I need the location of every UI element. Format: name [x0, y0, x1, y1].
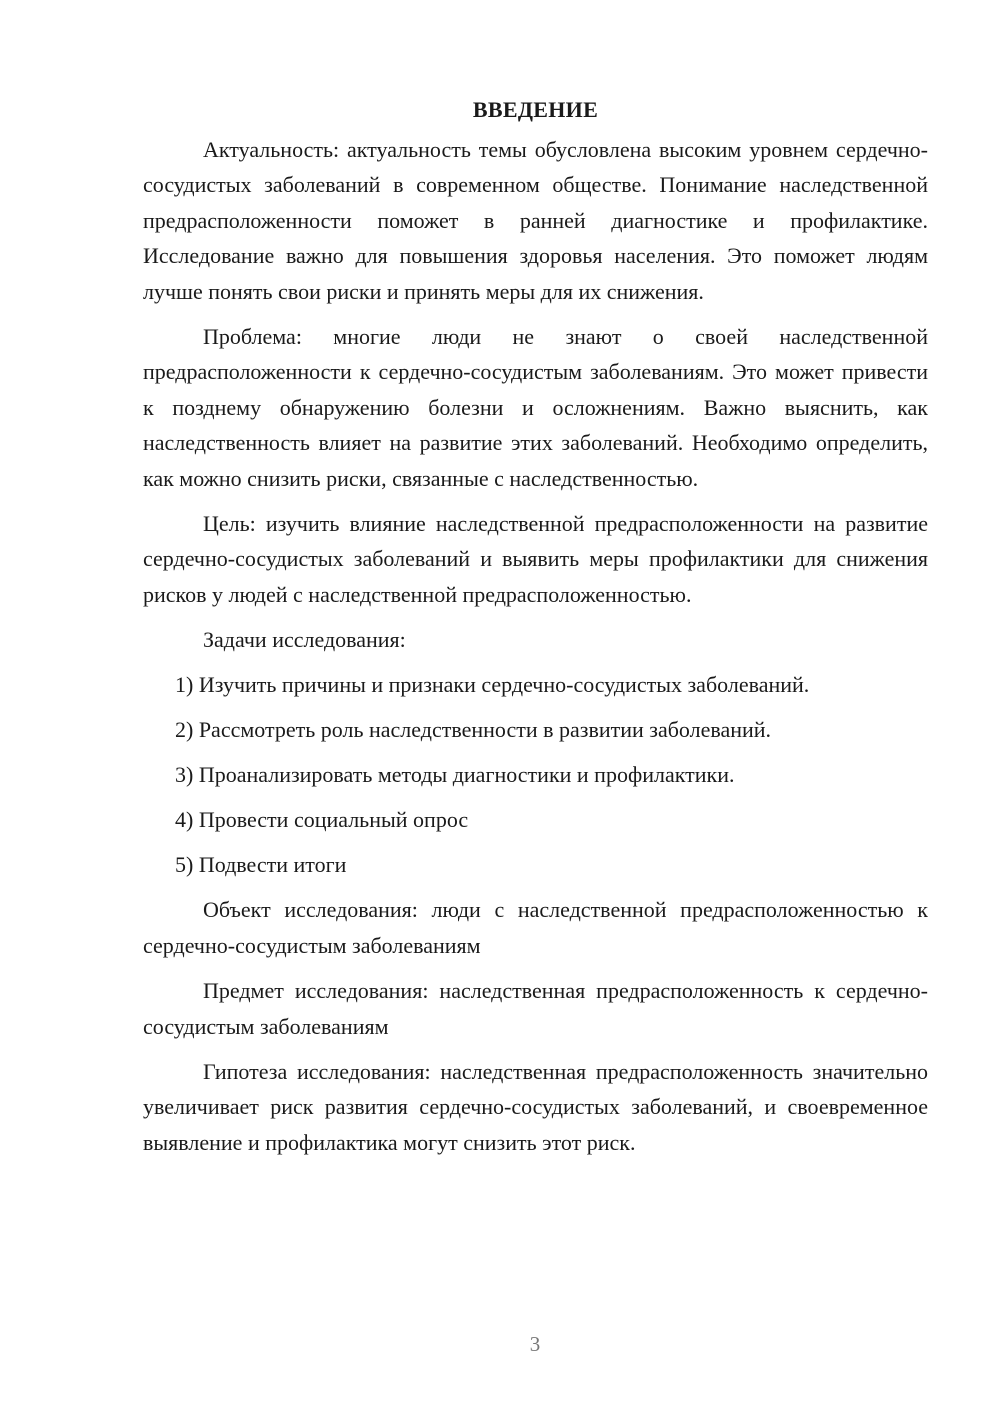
- hypothesis-paragraph: Гипотеза исследования: наследственная предрасположенность значительно увеличивает риск развития сердечно-сосудистых заболеваний, и своевременное выявление и профилактика могут снизить этот риск.: [143, 1058, 928, 1155]
- task-item: 5) Подвести итоги: [175, 852, 347, 878]
- subject-paragraph: Предмет исследования: наследственная предрасположенность к сердечно-сосудистым заболеваниям: [143, 978, 928, 1039]
- tasks-list: [143, 667, 928, 882]
- goal-paragraph: Цель: изучить влияние наследственной предрасположенности на развитие сердечно-сосудистых заболеваний и выявить меры профилактики для снижения рисков у людей с наследственной предрасположенностью.: [143, 511, 928, 607]
- task-item: 4) Провести социальный опрос: [175, 807, 469, 833]
- problem-paragraph: Проблема: многие люди не знают о своей наследственной предрасположенности к сердечно-сосудистым заболеваниям. Это может привести к позднему обнаружению болезни и осложнениям. Важно выяснить, как наследственность влияет на развитие этих заболеваний. Необходимо определить, как можно снизить риски, связанные с наследственностью.: [143, 324, 928, 491]
- object-paragraph: Объект исследования: люди с наследственной предрасположенностью к сердечно-сосудистым заболеваниям: [143, 897, 928, 958]
- task-item: 3) Проанализировать методы диагностики и профилактики.: [175, 762, 735, 788]
- document-page: [143, 92, 928, 1160]
- relevance-paragraph: Актуальность: актуальность темы обусловлена высоким уровнем сердечно-сосудистых заболеваний в современном обществе. Понимание наследственной предрасположенности поможет в ранней диагностике и профилактике. Исследование важно для повышения здоровья населения. Это поможет людям лучше понять свои риски и принять меры для их снижения.: [143, 137, 928, 304]
- page-number: 3: [529, 1332, 541, 1356]
- tasks-heading: Задачи исследования:: [203, 627, 406, 653]
- section-title: ВВЕДЕНИЕ: [472, 97, 599, 122]
- task-item: 1) Изучить причины и признаки сердечно-сосудистых заболеваний.: [175, 672, 810, 698]
- task-item: 2) Рассмотреть роль наследственности в развитии заболеваний.: [175, 717, 772, 743]
